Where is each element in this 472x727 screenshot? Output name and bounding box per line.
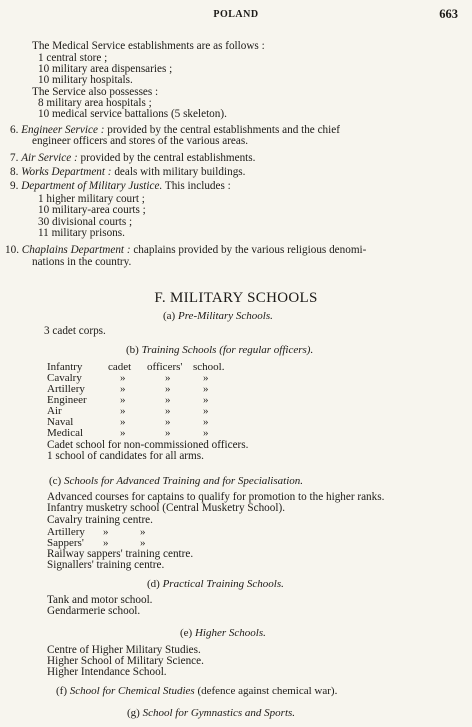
subsection-e-heading — [180, 627, 266, 639]
subsection-letter: (a) — [163, 310, 176, 322]
subsection-letter: (d) — [147, 578, 160, 590]
subsection-g-heading — [127, 707, 295, 719]
item-number: 10. — [5, 244, 19, 256]
medical-also: The Service also possesses : — [32, 86, 159, 98]
subsection-title: Higher Schools. — [194, 627, 266, 639]
subsection-title: Practical Training Schools. — [162, 578, 284, 590]
list-item: 1 school of candidates for all arms. — [47, 450, 204, 462]
list-item: Centre of Higher Military Studies. — [47, 644, 201, 656]
ditto-mark: » — [103, 526, 109, 538]
ditto-mark: » — [120, 394, 126, 406]
list-item: Cavalry training centre. — [47, 514, 153, 526]
subsection-letter: (g) — [127, 707, 140, 719]
ditto-mark: » — [120, 427, 126, 439]
school-row-label: Sappers' — [47, 537, 84, 549]
ditto-mark: » — [165, 405, 171, 417]
subsection-letter: (f) — [56, 685, 67, 697]
subsection-c-heading — [49, 475, 303, 487]
school-row-cell: officers' — [147, 361, 183, 373]
item-text: deals with military buildings. — [114, 166, 246, 178]
subsection-title: Pre-Military Schools. — [177, 310, 273, 322]
item-label: Department of Military Justice. — [21, 180, 163, 192]
item-text: provided by the central establishments and the chief — [107, 124, 340, 136]
item-number: 7. — [10, 152, 19, 164]
justice-item: 1 higher military court ; — [38, 193, 145, 205]
subsection-text: (defence against chemical war). — [197, 685, 338, 697]
list-item: Signallers' training centre. — [47, 559, 165, 571]
subsection-a-heading — [163, 310, 273, 322]
list-item: Railway sappers' training centre. — [47, 548, 194, 560]
subsection-letter: (b) — [126, 344, 139, 356]
item-number: 9. — [10, 180, 19, 192]
list-item: Infantry musketry school (Central Musketry School). — [47, 502, 285, 514]
justice-item: 10 military-area courts ; — [38, 204, 146, 216]
medical-item: 10 military area dispensaries ; — [38, 63, 173, 75]
school-row-label: Artillery — [47, 526, 85, 538]
chaplains-cont: nations in the country. — [32, 256, 132, 268]
list-item: 3 cadet corps. — [44, 325, 106, 337]
item-label: Air Service : — [21, 152, 78, 164]
chaplains-line — [5, 244, 366, 256]
ditto-mark: » — [120, 383, 126, 395]
works-department-line — [10, 166, 245, 178]
list-item: Higher School of Military Science. — [47, 655, 204, 667]
item-text: chaplains provided by the various religious denomi- — [133, 244, 367, 256]
school-row-label: Infantry — [47, 361, 83, 373]
list-item: Advanced courses for captains to qualify for promotion to the higher ranks. — [47, 491, 385, 503]
school-row-label: Artillery — [47, 383, 85, 395]
subsection-title: School for Chemical Studies — [69, 685, 195, 697]
school-row-label: Engineer — [47, 394, 87, 406]
engineer-service-cont: engineer officers and stores of the various areas. — [32, 135, 248, 147]
school-row-label: Naval — [47, 416, 74, 428]
item-number: 8. — [10, 166, 19, 178]
ditto-mark: » — [165, 416, 171, 428]
justice-item: 11 military prisons. — [38, 227, 125, 239]
item-label: Engineer Service : — [21, 124, 105, 136]
ditto-mark: » — [203, 372, 209, 384]
ditto-mark: » — [165, 394, 171, 406]
running-header-title: POLAND — [213, 9, 259, 20]
subsection-title: Training Schools (for regular officers). — [141, 344, 314, 356]
item-label: Works Department : — [21, 166, 112, 178]
list-item: Gendarmerie school. — [47, 605, 141, 617]
ditto-mark: » — [203, 383, 209, 395]
ditto-mark: » — [120, 372, 126, 384]
page-number: 663 — [439, 7, 458, 21]
medical-item: 1 central store ; — [38, 52, 108, 64]
ditto-mark: » — [203, 405, 209, 417]
school-row-cell: cadet — [108, 361, 132, 373]
medical-item: 10 military hospitals. — [38, 74, 133, 86]
ditto-mark: » — [165, 383, 171, 395]
item-number: 6. — [10, 124, 19, 136]
subsection-title: Schools for Advanced Training and for Specialisation. — [63, 475, 304, 487]
ditto-mark: » — [203, 427, 209, 439]
item-label: Chaplains Department : — [21, 244, 131, 256]
subsection-letter: (c) — [49, 475, 62, 487]
subsection-f-heading — [56, 685, 337, 697]
ditto-mark: » — [103, 537, 109, 549]
list-item: Tank and motor school. — [47, 594, 153, 606]
subsection-letter: (e) — [180, 627, 193, 639]
ditto-mark: » — [140, 537, 146, 549]
medical-intro: The Medical Service establishments are as follows : — [32, 40, 265, 52]
ditto-mark: » — [165, 427, 171, 439]
school-row-label: Air — [47, 405, 62, 417]
medical-also-item: 10 medical service battalions (5 skeleton). — [38, 108, 227, 120]
ditto-mark: » — [120, 405, 126, 417]
subsection-title: School for Gymnastics and Sports. — [142, 707, 296, 719]
school-row-cell: school. — [193, 361, 225, 373]
item-text: This includes : — [164, 180, 231, 192]
air-service-line — [10, 152, 255, 164]
list-item: Higher Intendance School. — [47, 666, 167, 678]
ditto-mark: » — [120, 416, 126, 428]
school-row-label: Cavalry — [47, 372, 82, 384]
ditto-mark: » — [203, 394, 209, 406]
item-text: provided by the central establishments. — [80, 152, 256, 164]
military-justice-line — [10, 180, 231, 192]
ditto-mark: » — [165, 372, 171, 384]
ditto-mark: » — [203, 416, 209, 428]
section-heading: F. MILITARY SCHOOLS — [154, 290, 318, 306]
medical-also-item: 8 military area hospitals ; — [38, 97, 152, 109]
justice-item: 30 divisional courts ; — [38, 216, 133, 228]
subsection-b-heading — [126, 344, 313, 356]
subsection-d-heading — [147, 578, 284, 590]
ditto-mark: » — [140, 526, 146, 538]
school-row-label: Medical — [47, 427, 84, 439]
list-item: Cadet school for non-commissioned officers. — [47, 439, 249, 451]
